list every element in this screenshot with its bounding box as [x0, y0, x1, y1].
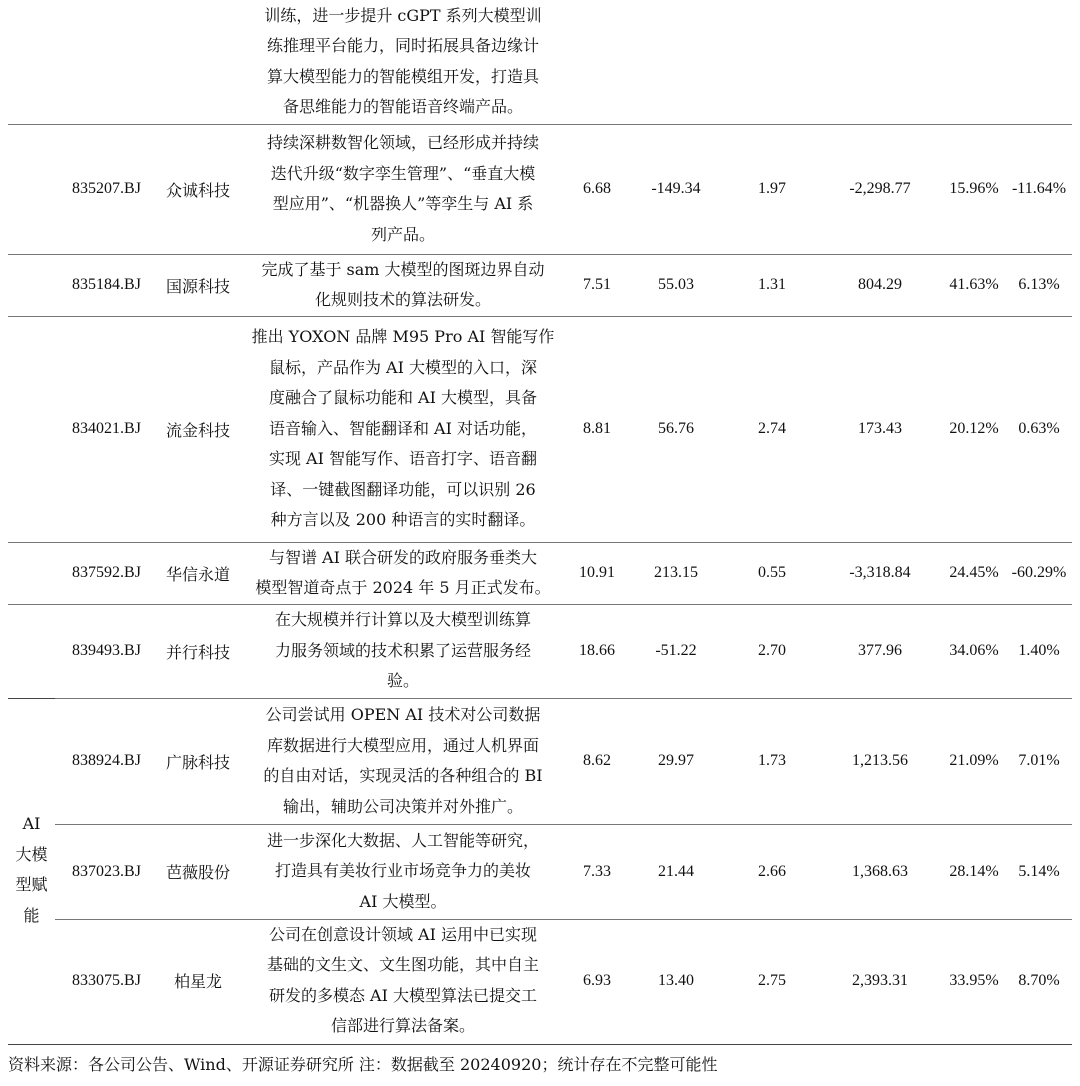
company-name: 广脉科技 — [158, 698, 238, 824]
value-col-3: 1.73 — [726, 698, 818, 824]
table-row — [8, 919, 1072, 1042]
value-col-1: 6.68 — [568, 124, 626, 254]
company-name: 芭薇股份 — [158, 824, 238, 919]
row-description: 训练，进一步提升 cGPT 系列大模型训 练推理平台能力，同时拓展具备边缘计 算大模型能力的智能模组开发，打造具 备思维能力的智能语音终端产品。 — [264, 5, 542, 117]
value-col-1: 10.91 — [568, 542, 626, 604]
table-row — [8, 124, 1072, 254]
company-name: 众诚科技 — [158, 124, 238, 254]
table-row — [8, 254, 1072, 316]
value-col-4: 1,368.63 — [818, 824, 942, 919]
value-col-2: -149.34 — [626, 124, 726, 254]
value-col-3: 2.66 — [726, 824, 818, 919]
value-col-5: 21.09% — [942, 698, 1006, 824]
value-col-4: -2,298.77 — [818, 124, 942, 254]
value-col-4: 1,213.56 — [818, 698, 942, 824]
value-col-6: 7.01% — [1006, 698, 1072, 824]
value-col-2: 29.97 — [626, 698, 726, 824]
value-col-4: 2,393.31 — [818, 919, 942, 1042]
company-table — [8, 0, 1072, 1042]
value-col-4: 804.29 — [818, 254, 942, 316]
row-description: 完成了基于 sam 大模型的图斑边界自动 化规则技术的算法研发。 — [238, 254, 568, 316]
value-col-1: 8.81 — [568, 316, 626, 542]
value-col-5: 28.14% — [942, 824, 1006, 919]
table-row — [8, 316, 1072, 542]
table-row-continued — [8, 0, 1072, 124]
row-description: 与智谱 AI 联合研发的政府服务垂类大 模型智道奇点于 2024 年 5 月正式发布。 — [238, 542, 568, 604]
company-name: 国源科技 — [158, 254, 238, 316]
table-row — [8, 542, 1072, 604]
value-col-4: 377.96 — [818, 604, 942, 698]
value-col-2: 13.40 — [626, 919, 726, 1042]
table-row — [8, 824, 1072, 919]
value-col-2: 55.03 — [626, 254, 726, 316]
value-col-2: 21.44 — [626, 824, 726, 919]
company-name: 柏星龙 — [158, 919, 238, 1042]
company-name: 并行科技 — [158, 604, 238, 698]
stock-code: 834021.BJ — [55, 316, 158, 542]
value-col-6: -60.29% — [1006, 542, 1072, 604]
company-name: 华信永道 — [158, 542, 238, 604]
value-col-5: 33.95% — [942, 919, 1006, 1042]
value-col-1: 6.93 — [568, 919, 626, 1042]
value-col-6: 1.40% — [1006, 604, 1072, 698]
stock-code: 835207.BJ — [55, 124, 158, 254]
value-col-5: 24.45% — [942, 542, 1006, 604]
value-col-1: 8.62 — [568, 698, 626, 824]
value-col-3: 0.55 — [726, 542, 818, 604]
value-col-6: 5.14% — [1006, 824, 1072, 919]
value-col-5: 34.06% — [942, 604, 1006, 698]
value-col-2: -51.22 — [626, 604, 726, 698]
value-col-5: 20.12% — [942, 316, 1006, 542]
value-col-3: 1.97 — [726, 124, 818, 254]
row-description: 公司在创意设计领域 AI 运用中已实现 基础的文生文、文生图功能，其中自主 研发的多模态 AI 大模型算法已提交工 信部进行算法备案。 — [238, 919, 568, 1042]
company-name: 流金科技 — [158, 316, 238, 542]
value-col-3: 2.70 — [726, 604, 818, 698]
value-col-5: 15.96% — [942, 124, 1006, 254]
row-description: 公司尝试用 OPEN AI 技术对公司数据 库数据进行大模型应用，通过人机界面 的自由对话，实现灵活的各种组合的 BI 输出，辅助公司决策并对外推广。 — [238, 698, 568, 824]
value-col-1: 7.51 — [568, 254, 626, 316]
value-col-4: -3,318.84 — [818, 542, 942, 604]
value-col-6: 6.13% — [1006, 254, 1072, 316]
value-col-2: 213.15 — [626, 542, 726, 604]
row-description: 持续深耕数智化领域，已经形成并持续 迭代升级“数字孪生管理”、“垂直大模 型应用”、“机器换人”等孪生与 AI 系 列产品。 — [238, 124, 568, 254]
value-col-5: 41.63% — [942, 254, 1006, 316]
row-description: 进一步深化大数据、人工智能等研究， 打造具有美妆行业市场竞争力的美妆 AI 大模型。 — [238, 824, 568, 919]
value-col-3: 2.75 — [726, 919, 818, 1042]
value-col-3: 2.74 — [726, 316, 818, 542]
row-description: 推出 YOXON 品牌 M95 Pro AI 智能写作 鼠标，产品作为 AI 大模型的入口，深 度融合了鼠标功能和 AI 大模型，具备 语音输入、智能翻译和 AI 对话功能， 实现 AI 智能写作、语音打字、语音翻 译、一键截图翻译功能，可以识别 26 种方言以及 200 种语言的实时翻译。 — [238, 316, 568, 542]
stock-code: 835184.BJ — [55, 254, 158, 316]
category-cell: AI 大模 型赋 能 — [8, 698, 55, 1042]
table-bottom-border — [8, 1044, 1072, 1045]
value-col-2: 56.76 — [626, 316, 726, 542]
value-col-4: 173.43 — [818, 316, 942, 542]
value-col-6: 0.63% — [1006, 316, 1072, 542]
stock-code: 838924.BJ — [55, 698, 158, 824]
stock-code: 837592.BJ — [55, 542, 158, 604]
table-row — [8, 698, 1072, 824]
value-col-6: 8.70% — [1006, 919, 1072, 1042]
value-col-1: 7.33 — [568, 824, 626, 919]
table-row — [8, 604, 1072, 698]
value-col-1: 18.66 — [568, 604, 626, 698]
value-col-3: 1.31 — [726, 254, 818, 316]
stock-code: 833075.BJ — [55, 919, 158, 1042]
value-col-6: -11.64% — [1006, 124, 1072, 254]
source-note: 资料来源：各公司公告、Wind、开源证券研究所 注：数据截至 20240920；统计存在不完整可能性 — [8, 1055, 718, 1074]
row-description: 在大规模并行计算以及大模型训练算 力服务领域的技术积累了运营服务经 验。 — [238, 604, 568, 698]
stock-code: 837023.BJ — [55, 824, 158, 919]
stock-code: 839493.BJ — [55, 604, 158, 698]
